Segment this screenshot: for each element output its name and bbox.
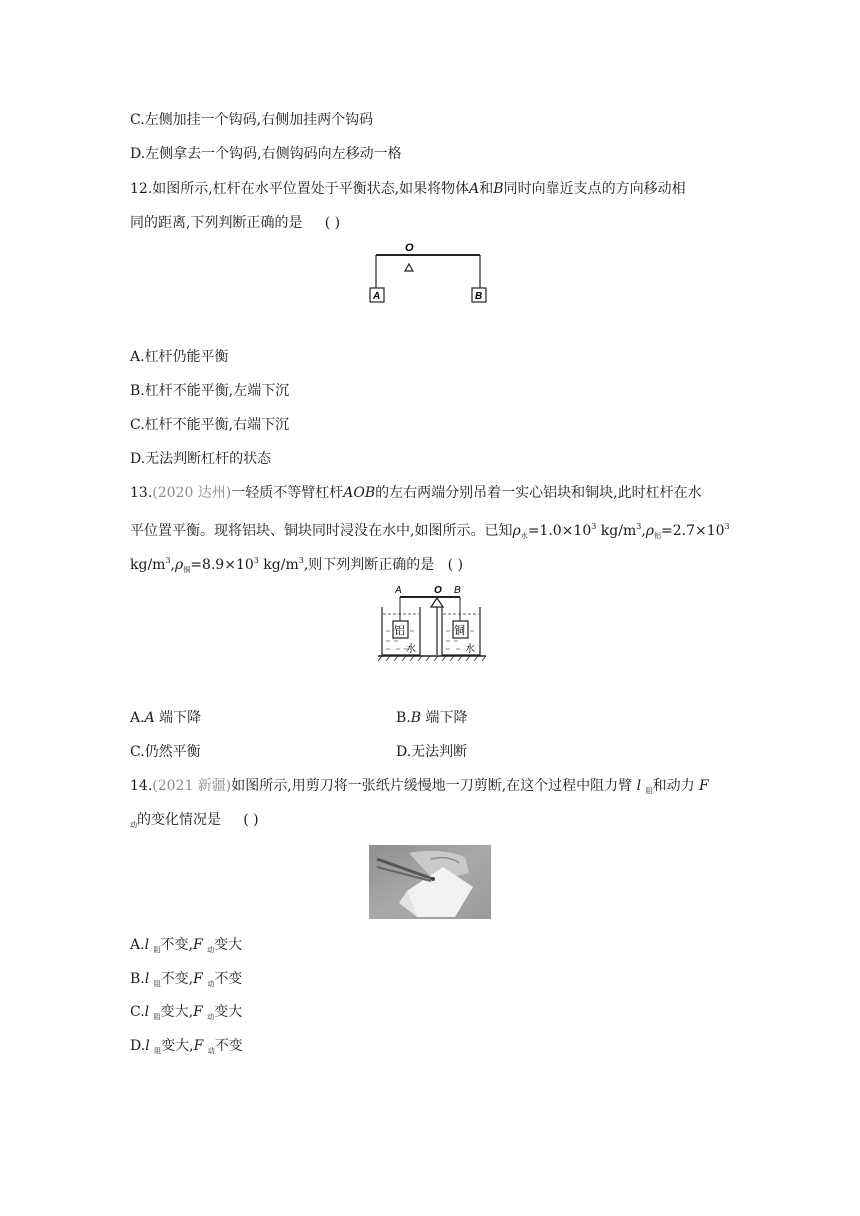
scissors-pivot-icon: [431, 877, 435, 881]
q14-source: (2021 新疆): [152, 778, 232, 794]
q13-stem-line2: 平位置平衡。现将铝块、铜块同时浸没在水中,如图所示。已知$\rho_水=1.0\times 10^3$ $kg/m^3,\rho_铝=2.7\times 10^3$: [130, 522, 730, 540]
q14-stem-line1: 14.(2021 新疆)如图所示,用剪刀将一张纸片缓慢地一刀剪断,在这个过程中阻力臂 l $_阻$和动力 F: [130, 778, 709, 795]
block-a-label: A: [373, 291, 381, 302]
q13-source: (2020 达州): [152, 485, 232, 501]
q13-option-b: B.B 端下降: [396, 710, 468, 726]
end-b-label: B: [454, 585, 461, 596]
q11-option-c: C.左侧加挂一个钩码,右侧加挂两个钩码: [130, 112, 374, 128]
q11-option-d: D.左侧拿去一个钩码,右侧钩码向左移动一格: [130, 146, 402, 162]
aluminum-label: 铝: [394, 625, 405, 637]
q12-stem-line1: 12.如图所示,杠杆在水平位置处于平衡状态,如果将物体A和B同时向靠近支点的方向移动相: [130, 181, 686, 197]
answer-blank: ( ): [324, 215, 341, 231]
fulcrum-label-o: O: [434, 585, 442, 596]
fulcrum-icon: [431, 598, 443, 607]
q13-stem-line1: 13.(2020 达州)一轻质不等臂杠杆AOB的左右两端分别吊着一实心铝块和铜块,此时杠杆在水: [130, 485, 702, 501]
fulcrum-label-o: O: [405, 242, 414, 254]
q13-stem-line3: $kg/m^3,\rho_铜=8.9\times 10^3$ $kg/m^3$,则下列判断正确的是 ( ): [130, 556, 464, 574]
q13-lever-water-figure: [376, 583, 488, 663]
q12-option-b: B.杠杆不能平衡,左端下沉: [130, 383, 290, 399]
q12-option-c: C.杠杆不能平衡,右端下沉: [130, 417, 290, 433]
q12-option-d: D.无法判断杠杆的状态: [130, 451, 272, 467]
answer-blank: ( ): [447, 557, 464, 573]
q14-option-c: C.l $_阻$变大,F $_动$变大: [130, 1004, 243, 1021]
q13-option-c: C.仍然平衡: [130, 744, 201, 760]
q14-option-d: D.l $_阻$变大,F $_动$不变: [130, 1038, 243, 1055]
q14-option-b: B.l $_阻$不变,F $_动$不变: [130, 971, 243, 988]
q12-lever-figure: [368, 238, 492, 306]
fulcrum-icon: [405, 264, 413, 271]
q13-option-d: D.无法判断: [396, 744, 468, 760]
q14-stem-line2: $_动$的变化情况是 ( ): [130, 812, 259, 829]
copper-label: 铜: [454, 625, 465, 637]
block-b-label: B: [475, 291, 483, 302]
answer-blank: ( ): [243, 812, 259, 828]
end-a-label: A: [395, 585, 402, 596]
q12-stem-line2: 同的距离,下列判断正确的是 ( ): [130, 215, 341, 231]
right-water-label: 水: [465, 644, 475, 655]
q14-option-a: A.l $_阻$不变,F $_动$变大: [130, 937, 243, 954]
q13-option-a: A.A 端下降: [130, 710, 202, 726]
q12-option-a: A.杠杆仍能平衡: [130, 349, 229, 365]
q14-scissors-photo: [369, 845, 491, 919]
left-water-label: 水: [406, 644, 416, 655]
